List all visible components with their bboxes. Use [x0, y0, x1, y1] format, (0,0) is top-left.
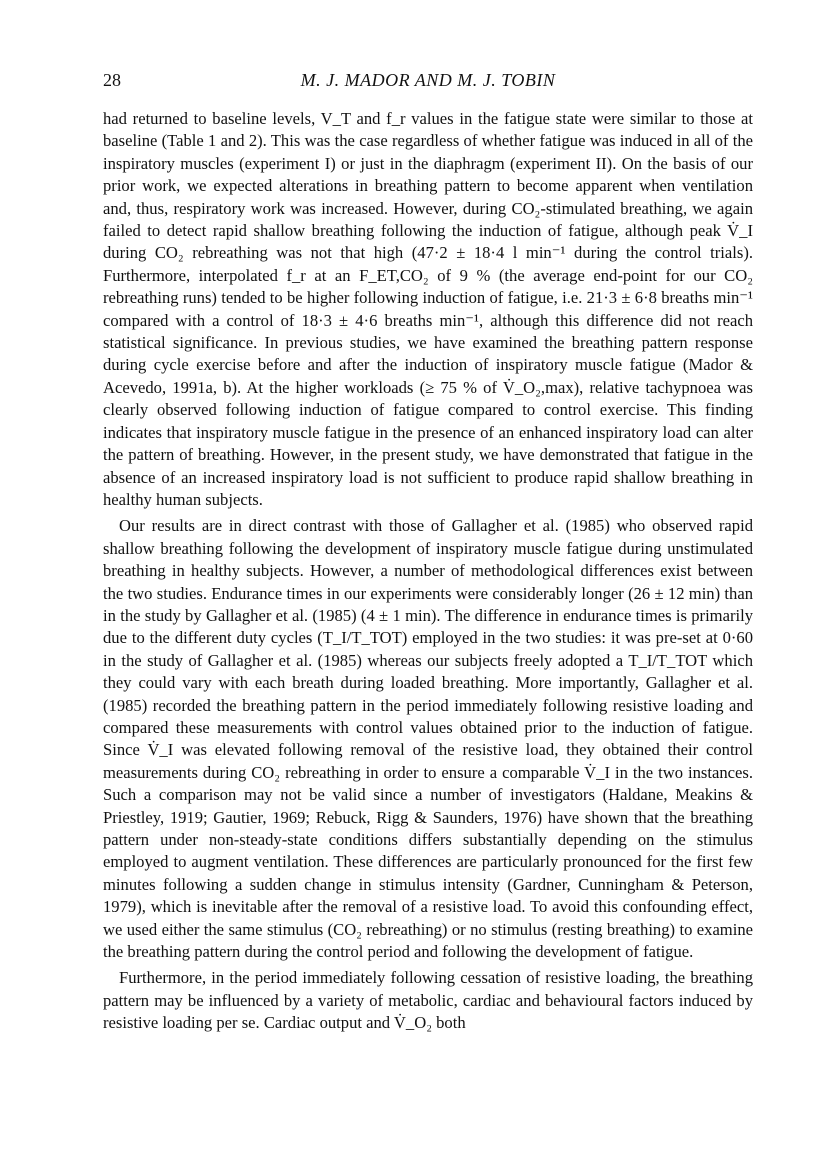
body-paragraph-1: had returned to baseline levels, V_T and f_r values in the fatigue state were similar to those at baseline (Table 1 and 2). This was the case regardless of whether fatigue was induced in all of the inspiratory muscles (experiment I) or just in the diaphragm (experiment II). On the basis of our prior work, we expected alterations in breathing pattern to become apparent when ventilation and, thus, respiratory work was increased. However, during CO₂-stimulated breathing, we again failed to detect rapid shallow breathing following the induction of fatigue, although peak V̇_I during CO₂ rebreathing was not that high (47·2 ± 18·4 l min⁻¹ during the control trials). Furthermore, interpolated f_r at an F_ET,CO₂ of 9 % (the average end-point for our CO₂ rebreathing runs) tended to be higher following induction of fatigue, i.e. 21·3 ± 6·8 breaths min⁻¹ compared with a control of 18·3 ± 4·6 breaths min⁻¹, although this difference did not reach statistical significance. In previous studies, we have examined the breathing pattern response during cycle exercise before and after the induction of inspiratory muscle fatigue (Mador & Acevedo, 1991a, b). At the higher workloads (≥ 75 % of V̇_O₂,max), relative tachypnoea was clearly observed following induction of fatigue compared to control exercise. This finding indicates that inspiratory muscle fatigue in the presence of an enhanced inspiratory load can alter the pattern of breathing. However, in the present study, we have demonstrated that fatigue in the absence of an increased inspiratory load is not sufficient to produce rapid shallow breathing in healthy human subjects. — [103, 109, 753, 509]
running-title: M. J. MADOR AND M. J. TOBIN — [300, 70, 556, 90]
page-header — [103, 70, 753, 100]
journal-page — [103, 70, 753, 1035]
body-paragraph-2: Our results are in direct contrast with those of Gallagher et al. (1985) who observed rapid shallow breathing following the development of inspiratory muscle fatigue during unstimulated breathing in healthy subjects. However, a number of methodological differences exist between the two studies. Endurance times in our experiments were considerably longer (26 ± 12 min) than in the study by Gallagher et al. (1985) (4 ± 1 min). The difference in endurance times is primarily due to the different duty cycles (T_I/T_TOT) employed in the two studies: it was pre-set at 0·60 in the study of Gallagher et al. (1985) whereas our subjects freely adopted a T_I/T_TOT which they could vary with each breath during loaded breathing. More importantly, Gallagher et al. (1985) recorded the breathing pattern in the period immediately following resistive loading and compared these measurements with control values obtained prior to the induction of fatigue. Since V̇_I was elevated following removal of the resistive load, they obtained their control measurements during CO₂ rebreathing in order to ensure a comparable V̇_I in the two instances. Such a comparison may not be valid since a number of investigators (Haldane, Meakins & Priestley, 1919; Gautier, 1969; Rebuck, Rigg & Saunders, 1976) have shown that the breathing pattern under non-steady-state conditions differs substantially depending on the stimulus employed to augment ventilation. These differences are particularly pronounced for the first few minutes following a sudden change in stimulus intensity (Gardner, Cunningham & Peterson, 1979), which is inevitable after the removal of a resistive load. To avoid this confounding effect, we used either the same stimulus (CO₂ rebreathing) or no stimulus (resting breathing) to examine the breathing pattern during the control period and following the development of fatigue. — [103, 516, 753, 962]
page-number: 28 — [103, 70, 121, 90]
body-paragraph-3: Furthermore, in the period immediately following cessation of resistive loading, the breathing pattern may be influenced by a variety of metabolic, cardiac and behavioural factors induced by resistive loading per se. Cardiac output and V̇_O₂ both — [103, 968, 753, 1033]
